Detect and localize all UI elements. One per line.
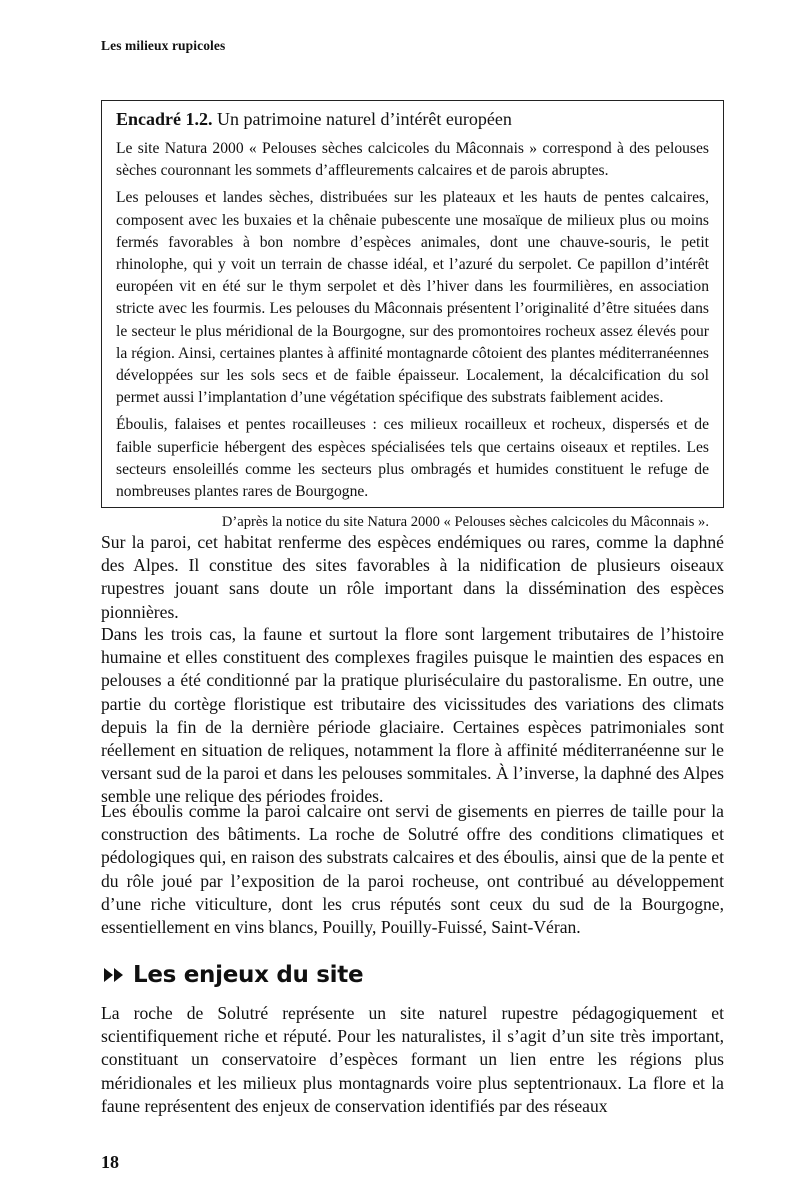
encadre-label: Encadré 1.2. [116, 109, 213, 129]
body-paragraph-3 [101, 800, 724, 939]
encadre-paragraph: Le site Natura 2000 « Pelouses sèches calcicoles du Mâconnais » correspond à des pelouses sèches couronnant les sommets d’affleurements calcaires et de parois abruptes. [116, 140, 709, 180]
encadre-paragraph: Éboulis, falaises et pentes rocailleuses : ces milieux rocailleux et rocheux, dispersés et de faible superficie hébergent des espèces spécialisées tels que certains oiseaux et reptiles. Les secteurs ensoleillés comme les secteurs plus ombragés et humides constituent le refuge de nombreuses plantes rares de Bourgogne. [116, 416, 709, 501]
double-play-arrow-icon [103, 967, 125, 983]
paragraph: Dans les trois cas, la faune et surtout la flore sont largement tributaires de l’histoire humaine et elles constituent des complexes fragiles puisque le maintien des espaces en pelouses a été conditionné par la pratique pluriséculaire du pastoralisme. En outre, une partie du cortège floristique est tributaire des vicissitudes des variations des climats depuis la fin de la dernière période glaciaire. Certaines espèces patrimoniales sont réellement en situation de reliques, notamment la flore à affinité méditerranéenne sur le versant sud de la paroi et dans les pelouses sommitales. À l’inverse, la daphné des Alpes semble une relique des périodes froides. [101, 624, 724, 807]
encadre-source: D’après la notice du site Natura 2000 « Pelouses sèches calcicoles du Mâconnais ». [221, 514, 709, 531]
paragraph: Sur la paroi, cet habitat renferme des espèces endémiques ou rares, comme la daphné des Alpes. Il constitue des sites favorables à la nidification de plusieurs oiseaux rupestres jouant sans doute un rôle important dans la dissémination des espèces pionnières. [101, 532, 724, 622]
encadre-paragraph: Les pelouses et landes sèches, distribuées sur les plateaux et les hauts de pentes calcaires, composent avec les buxaies et la chênaie pubescente une mosaïque de milieux plus ou moins fermés favorables à bon nombre d’espèces animales, dont une chauve-souris, le petit rhinolophe, qui y voit un terrain de chasse idéal, et l’azuré du serpolet. Ce papillon d’intérêt européen vit en été sur le thym serpolet et dès l’hiver dans les fourmilières, en association stricte avec les fourmis. Les pelouses du Mâconnais présentent l’originalité d’être situées dans le secteur le plus méridional de la Bourgogne, sur des promontoires rocheux assez élevés pour la région. Ainsi, certaines plantes à affinité montagnarde côtoient des plantes méditerranéennes développées sur les sols secs et de faible épaisseur. Localement, la décalcification du sol permet aussi l’implantation d’une végétation spécifique des substrats faiblement acides. [116, 189, 709, 407]
encadre-title-text: Un patrimoine naturel d’intérêt européen [217, 109, 512, 129]
body-paragraph-2 [101, 623, 724, 809]
section-paragraph [101, 1002, 724, 1118]
section-heading-text: Les enjeux du site [133, 962, 364, 988]
body-paragraph-1 [101, 531, 724, 624]
encadre-title [116, 107, 709, 131]
encadre-box [101, 100, 724, 531]
paragraph: La roche de Solutré représente un site naturel rupestre pédagogiquement et scientifiquement riche et réputé. Pour les naturalistes, il s’agit d’un site très important, constituant un conservatoire d’espèces formant un lien entre les régions plus méridionales et les milieux plus montagnards voire plus septentrionaux. La flore et la faune représentent des enjeux de conservation identifiés par des réseaux [101, 1003, 724, 1116]
section-heading [103, 960, 363, 990]
page-number: 18 [101, 1152, 119, 1172]
paragraph: Les éboulis comme la paroi calcaire ont servi de gisements en pierres de taille pour la construction des bâtiments. La roche de Solutré offre des conditions climatiques et pédologiques qui, en raison des substrats calcaires et des éboulis, ainsi que de la pente et du rôle joué par l’exposition de la paroi rocheuse, ont contribué au développement d’une riche viticulture, dont les crus réputés sont ceux du sud de la Bourgogne, essentiellement en vins blancs, Pouilly, Pouilly-Fuissé, Saint-Véran. [101, 801, 724, 938]
running-head: Les milieux rupicoles [101, 38, 226, 53]
